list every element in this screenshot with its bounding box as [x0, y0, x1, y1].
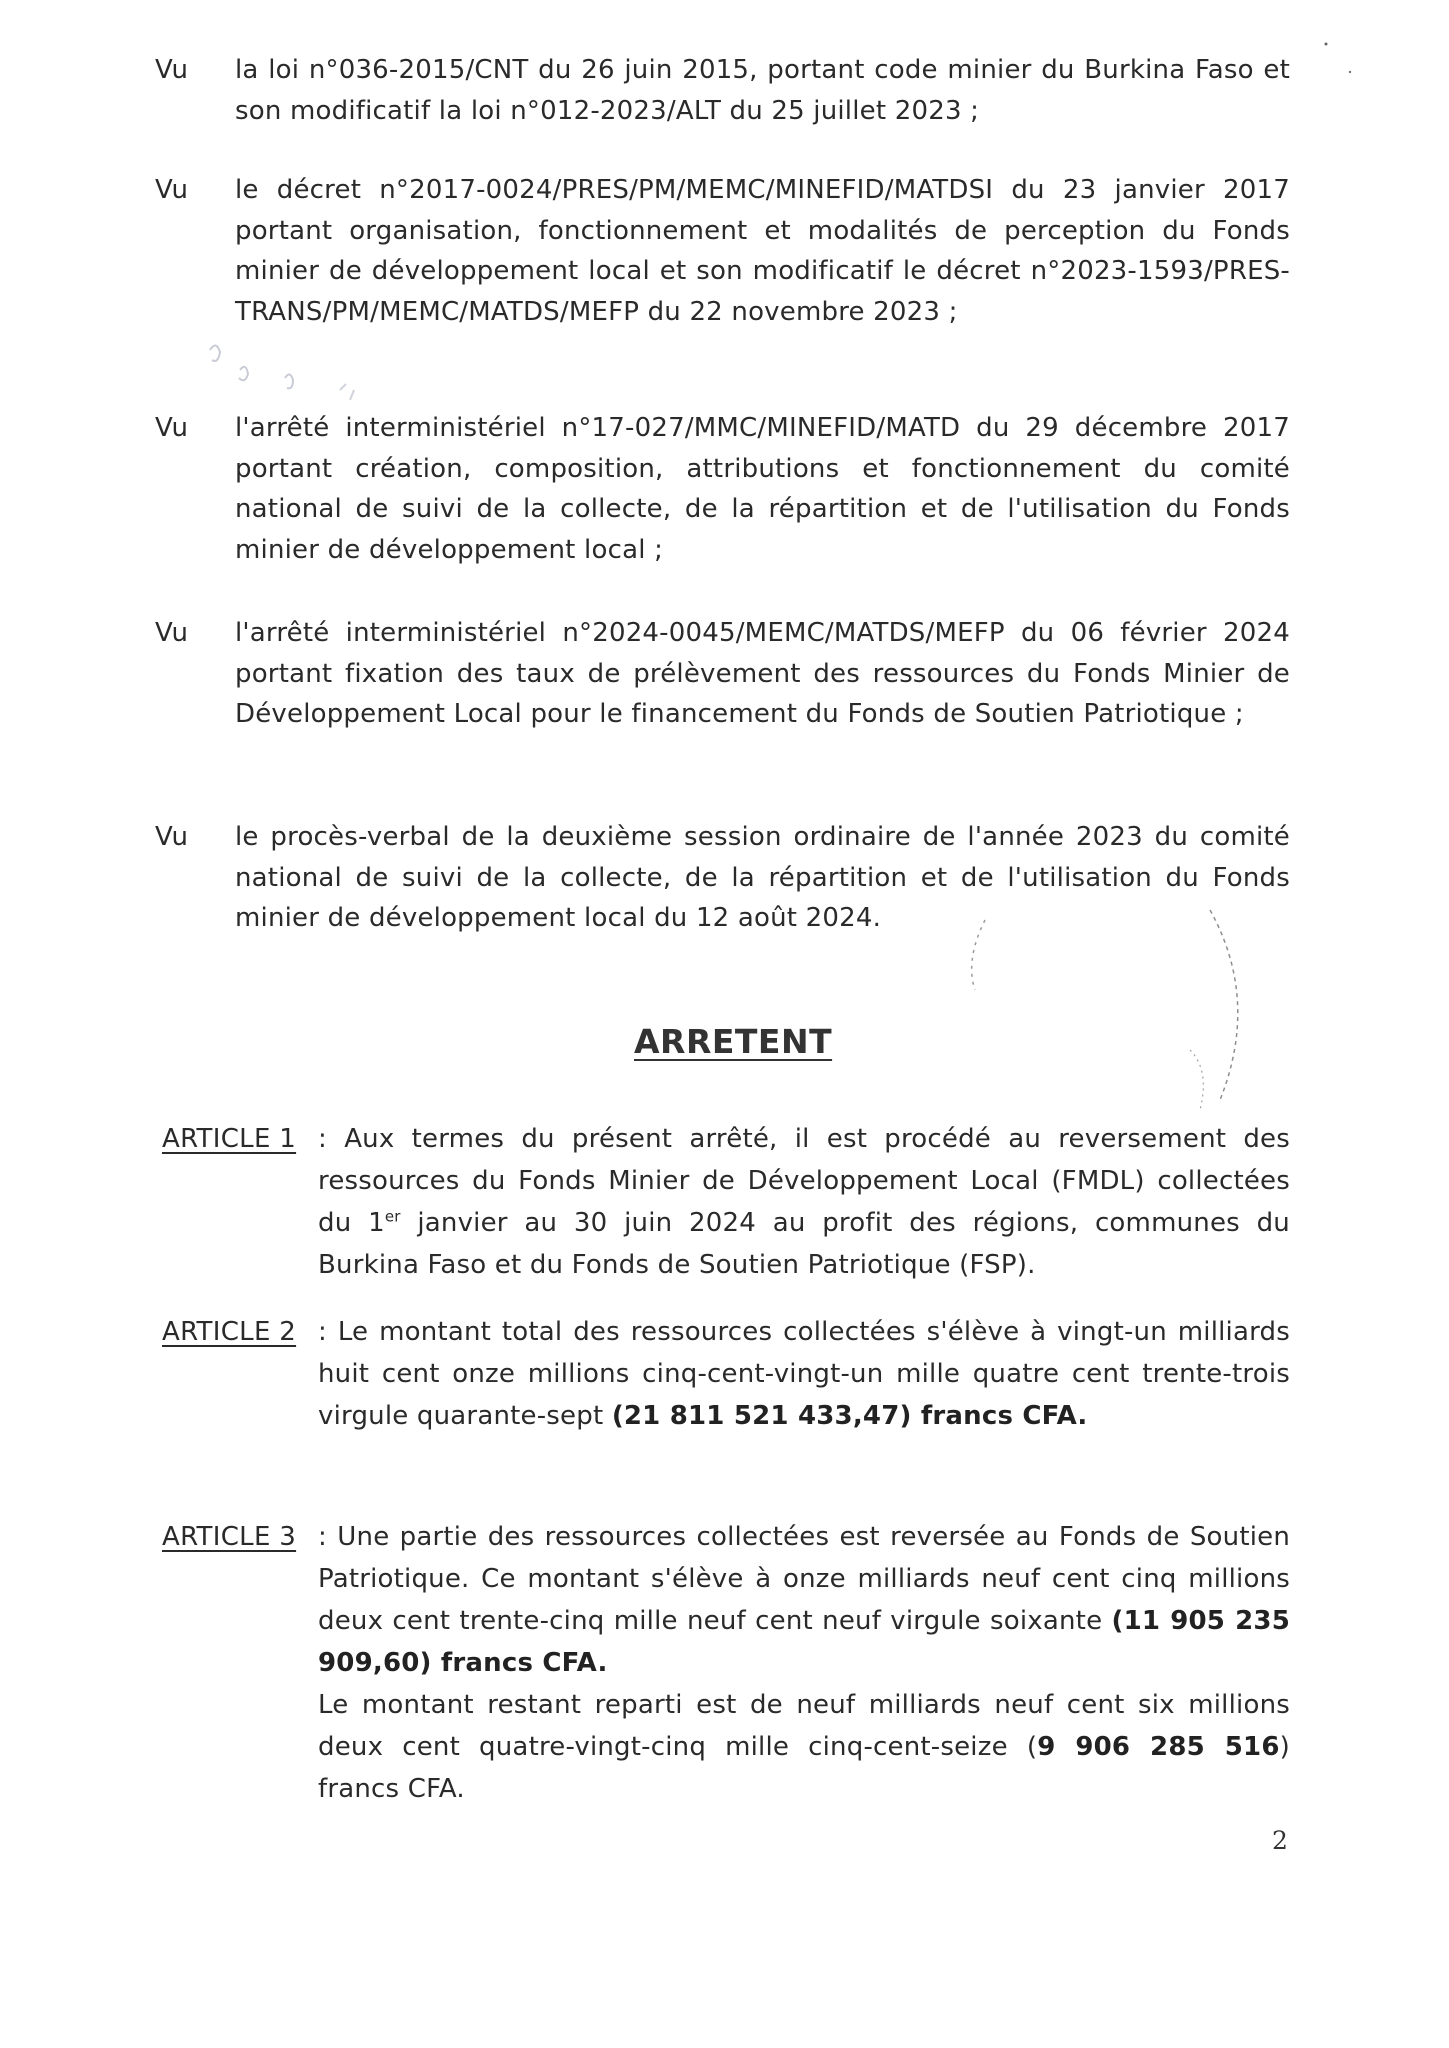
article-text: Le montant total des ressources collectées s'élève à vingt-un milliards huit cent onze millions cinq-cent-vingt-un mille quatre cent trente-trois virgule quarante-sept [318, 1317, 1290, 1431]
article-paragraph [318, 1516, 1290, 1684]
article-colon: : [318, 1317, 327, 1347]
article-superscript: er [384, 1207, 401, 1226]
consideration-text: la loi n°036-2015/CNT du 26 juin 2015, portant code minier du Burkina Faso et son modificatif la loi n°012-2023/ALT du 25 juillet 2023 ; [235, 55, 1290, 126]
scan-mark [1318, 0, 1358, 80]
article-colon: : [318, 1124, 327, 1154]
consideration-text: le décret n°2017-0024/PRES/PM/MEMC/MINEFID/MATDSI du 23 janvier 2017 portant organisation, fonctionnement et modalités de perception du Fonds minier de développement local et son modificatif le décret n°2023-1593/PRES-TRANS/PM/MEMC/MATDS/MEFP du 22 novembre 2023 ; [235, 175, 1290, 327]
consideration-text: le procès-verbal de la deuxième session ordinaire de l'année 2023 du comité national de suivi de la collecte, de la répartition et de l'utilisation du Fonds minier de développement local du 12 août 2024. [235, 822, 1290, 933]
consideration-text: l'arrêté interministériel n°17-027/MMC/MINEFID/MATD du 29 décembre 2017 portant création, composition, attributions et fonctionnement du comité national de suivi de la collecte, de la répartition et de l'utilisation du Fonds minier de développement local ; [235, 413, 1290, 565]
article-body [318, 1311, 1290, 1437]
consideration-label: Vu [155, 822, 189, 852]
article-label: ARTICLE 2 [162, 1317, 297, 1347]
article-label: ARTICLE 1 [162, 1124, 297, 1154]
article-amount: 9 906 285 516 [1037, 1732, 1280, 1762]
article-amount: (21 811 521 433,47) francs CFA. [611, 1401, 1088, 1431]
page-number: 2 [1272, 1826, 1288, 1855]
article-text: Une partie des ressources collectées est reversée au Fonds de Soutien Patriotique. Ce montant s'élève à onze milliards neuf cent cinq millions deux cent trente-cinq mille neuf cent neuf virgule soixante [318, 1522, 1291, 1636]
decree-heading: ARRETENT [634, 1022, 833, 1061]
consideration-label: Vu [155, 55, 189, 85]
article-colon: : [318, 1522, 327, 1552]
article-text: ) francs CFA. [318, 1732, 1290, 1804]
article-paragraph [318, 1684, 1290, 1810]
consideration-text: l'arrêté interministériel n°2024-0045/MEMC/MATDS/MEFP du 06 février 2024 portant fixation des taux de prélèvement des ressources du Fonds Minier de Développement Local pour le financement du Fonds de Soutien Patriotique ; [235, 618, 1290, 729]
article-body [318, 1118, 1290, 1286]
article-text: Aux termes du présent arrêté, il est procédé au reversement des ressources du Fonds Minier de Développement Local (FMDL) collectées du 1 [318, 1124, 1290, 1238]
article-amount: (11 905 235 909,60) francs CFA. [318, 1606, 1290, 1678]
consideration-label: Vu [155, 175, 189, 205]
article-text: Le montant restant reparti est de neuf milliards neuf cent six millions deux cent quatre-vingt-cinq mille cinq-cent-seize ( [318, 1690, 1290, 1762]
article-body [318, 1516, 1290, 1810]
article-label: ARTICLE 3 [162, 1522, 297, 1552]
consideration-label: Vu [155, 413, 189, 443]
consideration-label: Vu [155, 618, 189, 648]
article-text: janvier au 30 juin 2024 au profit des régions, communes du Burkina Faso et du Fonds de Soutien Patriotique (FSP). [318, 1208, 1290, 1280]
